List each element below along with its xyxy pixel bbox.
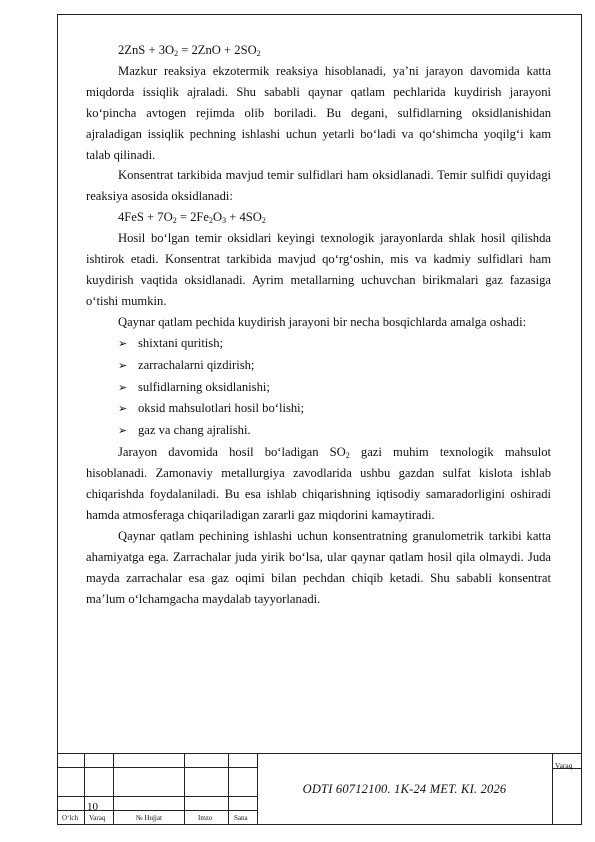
column-label: № Hujjat [136, 814, 162, 822]
list-item: ➢ oksid mahsulotlari hosil bo‘lishi; [86, 398, 551, 420]
page-number: 10 [87, 801, 98, 813]
paragraph: Mazkur reaksiya ekzotermik reaksiya hisoblanadi, ya’ni jarayon davomida katta miqdorda issiqlik ajraladi. Shu sababli qaynar qatlam pechlarida kuydirish jarayoni ko‘pincha avtogen rejimda olib boriladi. Bu degani, sulfidlarning oksidlanishidan ajraladigan issiqlik pechning ishlashi uchun yetarli bo‘ladi va qo‘shimcha yoqilg‘i kam talab qilinadi. [86, 63, 551, 162]
formula-zns: $2ZnS + 3O_2 = 2ZnO + 2SO_2$ [118, 43, 261, 58]
document-code: ODTI 60712100. 1K-24 MET. KI. 2026 [302, 781, 507, 796]
paragraph: Qaynar qatlam pechining ishlashi uchun konsentratning granulometrik tarkibi katta ahamiyatga ega. Zarrachalar juda yirik bo‘lsa, ular qaynar qatlam hosil qila olmaydi. Juda mayda zarrachalar esa gaz oqimi bilan pechdan chiqib ketadi. Shu sababli konsentrat ma’lum o‘lchamgacha maydalab tayyorlanadi. [86, 528, 551, 606]
column-label: Varaq [89, 814, 106, 822]
column-label: Imzo [198, 814, 213, 822]
column-label: Sana [234, 814, 248, 822]
list-item: ➢ gaz va chang ajralishi. [86, 420, 551, 442]
formula-fes: $4FeS + 7O_2 = 2Fe_2O_3 + 4SO_2$ [118, 210, 266, 226]
paragraph: Konsentrat tarkibida mavjud temir sulfidlari ham oksidlanadi. Temir sulfidi quyidagi reaksiya asosida oksidlanadi: [86, 168, 551, 204]
arrow-bullet-icon: ➢ [118, 424, 128, 438]
arrow-bullet-icon: ➢ [118, 380, 128, 394]
column-label: O‘lch [62, 814, 78, 822]
title-block [57, 753, 582, 825]
arrow-bullet-icon: ➢ [118, 402, 128, 416]
paragraph: Hosil bo‘lgan temir oksidlari keyingi texnologik jarayonlarda shlak hosil qilishda ishtirok etadi. Konsentrat tarkibida mavjud qo‘rg‘oshin, mis va kadmiy sulfidlari ham kuydirish vaqtida oksidlanadi. Ayrim metallarning uchuvchan birikmalari gaz fazasiga o‘tishi mumkin. [86, 231, 551, 308]
paragraph-so2: Jarayon davomida hosil bo‘ladigan $SO_2$ gazi muhim texnologik mahsulot hisoblanadi. Zamonaviy metallurgiya zavodlarida ushbu gazdan sulfat kislota ishlab chiqarishda foydalaniladi. Bu esa ishlab chiqarishning iqtisodiy samaradorligini oshiradi hamda atmosferaga chiqariladigan zararli gaz miqdorini kamaytiradi. [86, 445, 552, 522]
sheet-label: Varaq [555, 761, 573, 770]
paragraph: Qaynar qatlam pechida kuydirish jarayoni bir necha bosqichlarda amalga oshadi: [118, 314, 527, 329]
arrow-bullet-icon: ➢ [118, 358, 128, 372]
list-item: ➢ sulfidlarning oksidlanishi; [86, 377, 551, 399]
document-body [86, 40, 551, 609]
list-item: ➢ zarrachalarni qizdirish; [86, 355, 551, 377]
list-item: ➢ shixtani quritish; [86, 333, 551, 355]
arrow-bullet-icon: ➢ [118, 336, 128, 350]
